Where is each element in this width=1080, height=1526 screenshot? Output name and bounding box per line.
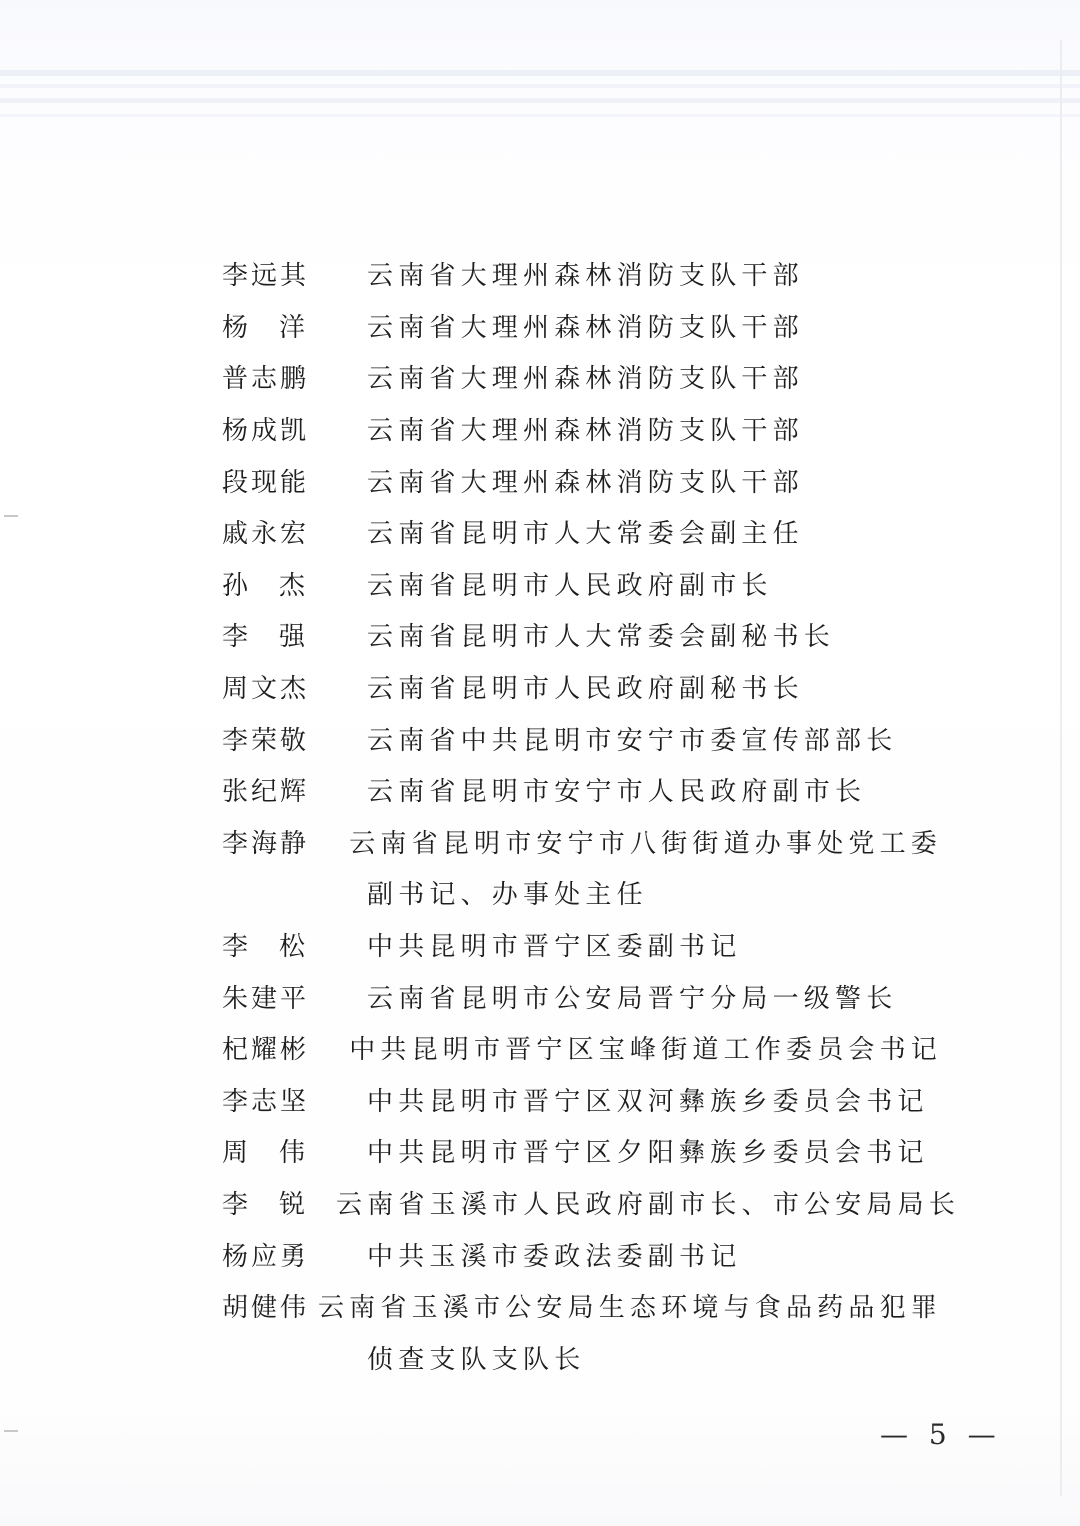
person-title: 云南省昆明市人民政府副秘书长 xyxy=(367,674,804,705)
person-name: 胡健伟 xyxy=(222,1293,310,1324)
person-name: 杨应勇 xyxy=(222,1241,310,1272)
person-title: 云南省昆明市人大常委会副秘书长 xyxy=(367,622,836,653)
person-title-continued: 副书记、办事处主任 xyxy=(367,880,648,911)
person-title: 中共昆明市晋宁区双河彝族乡委员会书记 xyxy=(367,1086,929,1117)
list-item xyxy=(222,609,942,661)
list-item xyxy=(222,919,942,971)
person-name: 周伟 xyxy=(222,1138,337,1169)
person-name: 普志鹏 xyxy=(222,364,310,395)
scan-artifact xyxy=(0,70,1080,76)
person-name: 孙杰 xyxy=(222,570,337,601)
person-title: 云南省大理州森林消防支队干部 xyxy=(367,416,804,447)
person-title: 中共玉溪市委政法委副书记 xyxy=(367,1241,742,1272)
person-title: 云南省玉溪市公安局生态环境与食品药品犯罪 xyxy=(317,1293,942,1324)
person-title: 云南省大理州森林消防支队干部 xyxy=(367,467,804,498)
person-name: 朱建平 xyxy=(222,983,310,1014)
person-name: 李志坚 xyxy=(222,1086,310,1117)
list-item xyxy=(222,1125,942,1177)
page-number: — 5 — xyxy=(880,1418,1002,1451)
person-title: 中共昆明市晋宁区夕阳彝族乡委员会书记 xyxy=(367,1138,929,1169)
list-item xyxy=(222,1022,942,1074)
person-title: 云南省昆明市人民政府副市长 xyxy=(367,570,773,601)
person-title: 云南省昆明市人大常委会副主任 xyxy=(367,519,804,550)
list-item xyxy=(222,454,942,506)
person-name: 李荣敬 xyxy=(222,725,310,756)
person-name: 李锐 xyxy=(222,1189,337,1220)
list-item xyxy=(222,816,942,919)
person-name: 李海静 xyxy=(222,828,310,859)
person-name: 杨洋 xyxy=(222,312,337,343)
person-name: 张纪辉 xyxy=(222,777,310,808)
list-item xyxy=(222,1228,942,1280)
person-title: 云南省中共昆明市安宁市委宣传部部长 xyxy=(367,725,898,756)
person-title: 中共昆明市晋宁区委副书记 xyxy=(367,932,742,963)
person-title: 云南省昆明市公安局晋宁分局一级警长 xyxy=(367,983,898,1014)
list-item xyxy=(222,1280,942,1383)
list-item xyxy=(222,970,942,1022)
list-item xyxy=(222,248,942,300)
person-title: 云南省昆明市安宁市八街街道办事处党工委 xyxy=(349,828,942,859)
person-title-continued: 侦查支队支队长 xyxy=(367,1344,586,1375)
list-item xyxy=(222,506,942,558)
binding-mark xyxy=(4,515,18,517)
list-item xyxy=(222,661,942,713)
person-title: 云南省玉溪市人民政府副市长、市公安局局长 xyxy=(336,1189,961,1220)
person-name: 李松 xyxy=(222,932,337,963)
scan-artifact xyxy=(0,98,1080,103)
list-item xyxy=(222,1074,942,1126)
list-item xyxy=(222,300,942,352)
person-name: 段现能 xyxy=(222,467,310,498)
person-name: 李强 xyxy=(222,622,337,653)
person-name: 周文杰 xyxy=(222,674,310,705)
person-name: 戚永宏 xyxy=(222,519,310,550)
list-item xyxy=(222,712,942,764)
person-title: 中共昆明市晋宁区宝峰街道工作委员会书记 xyxy=(349,1035,942,1066)
list-item xyxy=(222,558,942,610)
list-item xyxy=(222,1177,961,1229)
scan-artifact xyxy=(0,114,1080,117)
person-title: 云南省昆明市安宁市人民政府副市长 xyxy=(367,777,867,808)
list-item xyxy=(222,403,942,455)
person-name: 杨成凯 xyxy=(222,416,310,447)
binding-mark xyxy=(4,1430,18,1432)
name-list xyxy=(222,248,961,1383)
person-name: 李远其 xyxy=(222,261,310,292)
person-title: 云南省大理州森林消防支队干部 xyxy=(367,364,804,395)
scan-artifact xyxy=(0,84,1080,88)
list-item xyxy=(222,351,942,403)
person-title: 云南省大理州森林消防支队干部 xyxy=(367,261,804,292)
page-edge xyxy=(1060,40,1062,1496)
person-name: 杞耀彬 xyxy=(222,1035,310,1066)
person-title: 云南省大理州森林消防支队干部 xyxy=(367,312,804,343)
list-item xyxy=(222,764,942,816)
